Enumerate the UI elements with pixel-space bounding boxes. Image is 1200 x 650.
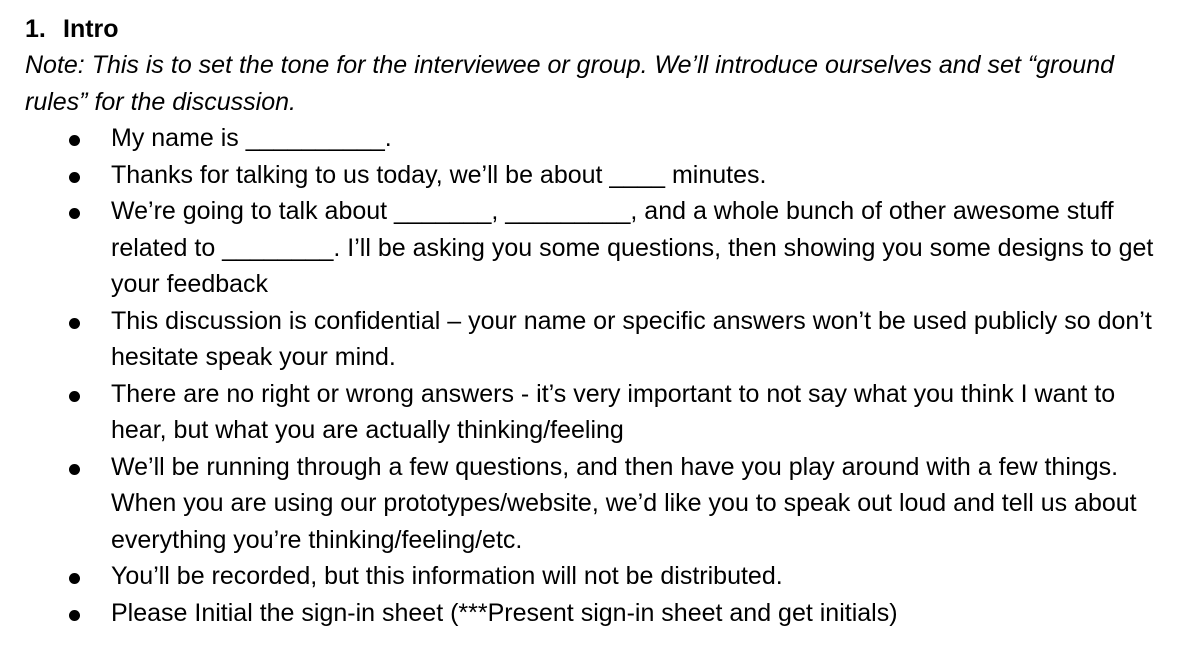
bullet-icon xyxy=(69,318,80,329)
list-item-text: My name is __________. xyxy=(111,124,392,152)
list-item xyxy=(0,558,1156,595)
list-item xyxy=(0,449,1156,559)
bullet-icon xyxy=(69,573,80,584)
list-item xyxy=(0,595,1156,632)
list-item-text: There are no right or wrong answers - it’s very important to not say what you think I want to hear, but what you are actually thinking/feeling xyxy=(111,379,1116,444)
section-title: Intro xyxy=(63,15,119,43)
list-item-text: Please Initial the sign-in sheet (***Present sign-in sheet and get initials) xyxy=(111,598,898,627)
list-item-text: We’ll be running through a few questions, and then have you play around with a few things. When you are using our prototypes/website, we’d like you to speak out loud and tell us about everything you’re thinking/feeling/etc. xyxy=(111,452,1137,554)
bullet-icon xyxy=(69,464,80,475)
section-number: 1. xyxy=(25,15,46,43)
bullet-icon xyxy=(69,610,80,621)
intro-note: Note: This is to set the tone for the interviewee or group. We’ll introduce ourselves and set “ground rules” for the discussion. xyxy=(25,51,1115,116)
list-item xyxy=(0,157,1156,194)
section-heading xyxy=(25,11,119,47)
list-item xyxy=(0,376,1156,449)
list-item-text: This discussion is confidential – your name or specific answers won’t be used publicly so don’t hesitate speak your mind. xyxy=(111,306,1152,371)
list-item-text: Thanks for talking to us today, we’ll be about ____ minutes. xyxy=(111,160,767,189)
bullet-icon xyxy=(69,391,80,402)
list-item xyxy=(0,303,1156,376)
bullet-list xyxy=(0,120,1200,631)
list-item xyxy=(0,193,1156,303)
list-item-text: You’ll be recorded, but this information will not be distributed. xyxy=(111,562,783,590)
list-item-text: We’re going to talk about _______, _________, and a whole bunch of other awesome stuff related to ________. I’ll be asking you some questions, then showing you some designs to get your feedback xyxy=(111,197,1154,298)
bullet-icon xyxy=(69,208,80,219)
bullet-icon xyxy=(69,172,80,183)
bullet-icon xyxy=(69,135,80,146)
list-item xyxy=(0,120,1156,157)
